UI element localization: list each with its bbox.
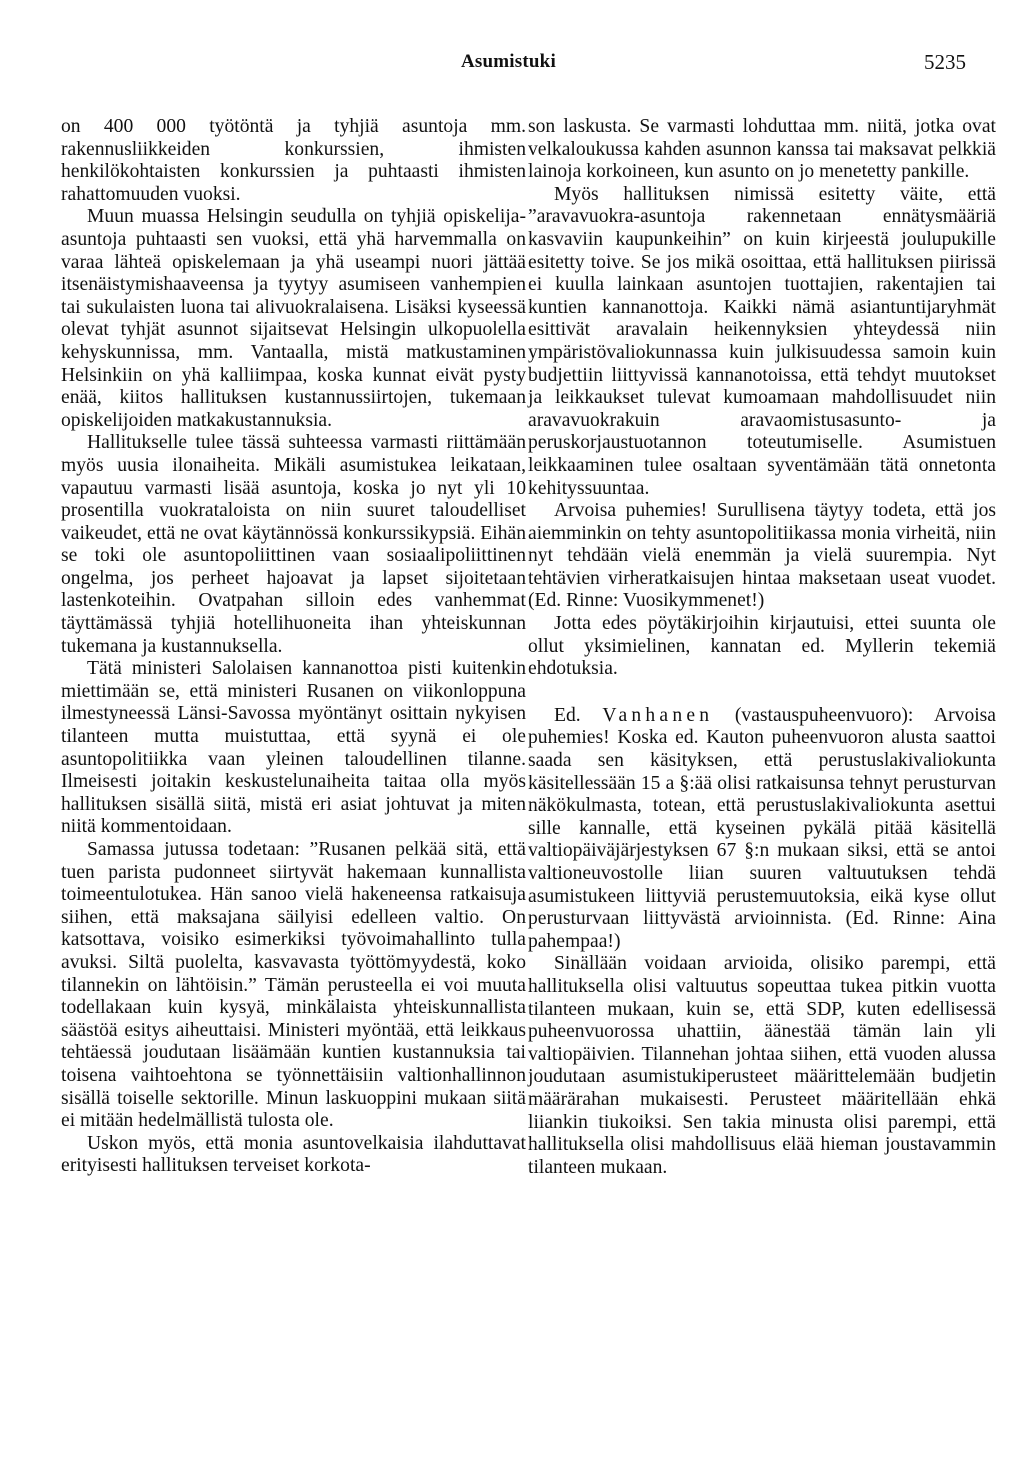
left-paragraph-3: Hallitukselle tulee tässä suhteessa varmasti riittämään myös uusia ilonaiheita. Mikäli asumistukea leikataan, vapautuu varmasti lisää asuntoja, koska jo nyt yli 10 prosentilla vuokrataloista on niin suuret taloudelliset vaikeudet, että ne ovat käytännössä konkurssikypsiä. Eihän se toki ole asuntopoliittinen vaan sosiaalipoliittinen ongelma, jos perheet hajoavat ja lapset sijoitetaan lastenkoteihin. Ovatpahan silloin edes vanhemmat täyttämässä tyhjiä hotellihuoneita ihan yhteiskunnan tukemana ja kustannuksella. xyxy=(61,432,526,657)
speech-vanhanen xyxy=(528,705,996,954)
right-paragraph-2: Myös hallituksen nimissä esitetty väite, että ”aravavuokra-asuntoja rakennetaan ennätysmääriä kasvaviin kaupunkeihin” on kuin kirjeestä joulupukille esitetty toive. Se jos mikä osoittaa, että hallituksen piirissä ei kuulla lainkaan asuntojen tuottajien, rakentajien tai kuntien kannanottoja. Kaikki nämä asiantuntijaryhmät esittivät aravalain heikennyksien yhteydessä niin ympäristövaliokunnassa kuin julkisuudessa samoin kuin budjettiin liittyvissä kannanotoissa, että tehdyt muutokset ja leikkaukset tulevat kumoamaan mahdollisuudet niin aravavuokrakuin aravaomistusasunto- ja peruskorjaustuotannon toteutumiselle. Asumistuen leikkaaminen tulee osaltaan syventämään tätä onnetonta kehityssuuntaa. xyxy=(528,183,996,499)
left-paragraph-4: Tätä ministeri Salolaisen kannanottoa pisti kuitenkin miettimään se, että ministeri Rusanen on viikonloppuna ilmestyneessä Länsi-Savossa myöntänyt osittain nykyisen tilanteen mutta muistuttaa, että syynä ei ole asuntopolitiikka vaan yleinen taloudellinen tilanne. Ilmeisesti joitakin keskustelunaiheita taitaa olla myös hallituksen sisällä siitä, mistä eri asiat johtuvat ja miten niitä kommentoidaan. xyxy=(61,658,526,838)
speech-prefix: Ed. xyxy=(554,704,603,726)
left-paragraph-6: Uskon myös, että monia asuntovelkaisia ilahduttavat erityisesti hallituksen terveiset korkota- xyxy=(61,1132,526,1177)
right-column xyxy=(528,116,996,1179)
speech-text: (vastauspuheenvuoro): Arvoisa puhemies! Koska ed. Kauton puheenvuoron alusta saattoi saada sen käsityksen, että perustuslakivaliokunta käsitellessään 15 a §:ää olisi ratkaisunsa tehnyt perusturvan näkökulmasta, totean, että perustuslakivaliokunta asettui sille kannalle, että kyseinen pykälä pitää käsitellä valtiopäiväjärjestyksen 67 §:n mukaan siksi, että se antoi valtioneuvostolle liian suuren valtuutuksen tehdä asumistukeen liittyviä perustemuutoksia, eikä kyse ollut perusturvaan liittyvästä arvioinnista. (Ed. Rinne: Aina pahempaa!) xyxy=(528,704,997,952)
right-paragraph-6: Sinällään voidaan arvioida, olisiko parempi, että hallituksella olisi valtuutus sopeuttaa tukea pitkin vuotta tilanteen mukaan, kuin se, että SDP, kuten edellisessä puheenvuorossa uhattiin, äänestää tämän lain yli valtiopäivien. Tilannehan johtaa siihen, että vuoden alussa joudutaan asumistukiperusteet määrittelemään budjetin määrärahan mukaisesti. Perusteet määritellään ehkä liiankin tiukoiksi. Sen takia minusta olisi parempi, että hallituksella olisi mahdollisuus elää hieman joustavammin tilanteen mukaan. xyxy=(528,953,996,1178)
left-paragraph-2: Muun muassa Helsingin seudulla on tyhjiä opiskelija-asuntoja puhtaasti sen vuoksi, että yhä harvemmalla on varaa lähteä opiskelemaan ja yhä useampi nuori jättää itsenäistymishaaveensa ja tyytyy asumiseen vanhempien tai sukulaisten luona tai alivuokralaisena. Lisäksi kyseessä olevat tyhjät asunnot sijaitsevat Helsingin ulkopuolella kehyskunnissa, mm. Vantaalla, mistä matkustaminen Helsinkiin on yhä kalliimpaa, koska kunnat eivät pysty enää, kiitos hallituksen kustannussiirtojen, tukemaan opiskelijoiden matkakustannuksia. xyxy=(61,206,526,431)
running-head: Asumistuki xyxy=(461,51,556,72)
left-column xyxy=(61,116,526,1178)
right-paragraph-1: son laskusta. Se varmasti lohduttaa mm. niitä, jotka ovat velkaloukussa kahden asunnon kanssa tai maksavat pelkkiä lainoja korkoineen, kun asunto on jo menetetty pankille. xyxy=(528,116,996,183)
left-paragraph-5: Samassa jutussa todetaan: ”Rusanen pelkää sitä, että tuen parista pudonneet siirtyvät hakemaan kunnallista toimeentulotukea. Hän sanoo vielä hakeneensa ratkaisuja siihen, että maksajana säilyisi edelleen valtio. On katsottava, voisiko esimerkiksi työvoimahallinto tulla avuksi. Siltä puolelta, kasvavasta työttömyydestä, koko tilannekin on lähtöisin.” Tämän perusteella ei voi muuta todellakaan kuin kysyä, minkälaista yhteiskunnallista säästöä esitys aiheuttaisi. Ministeri myöntää, että leikkaus tehtäessä joudutaan lisäämään kuntien kustannuksia tai toisena vaihtoehtona se työnnettäisiin valtionhallinnon sisällä toiselle sektorille. Minun laskuoppini mukaan siitä ei mitään hedelmällistä tulosta ole. xyxy=(61,839,526,1132)
right-paragraph-3: Arvoisa puhemies! Surullisena täytyy todeta, että jos aiemminkin on tehty asuntopolitiikassa monia virheitä, niin nyt tehdään vielä enemmän ja vielä suurempia. Nyt tehtävien virheratkaisujen hintaa maksetaan useat vuodet. (Ed. Rinne: Vuosikymmenet!) xyxy=(528,500,996,612)
page-number: 5235 xyxy=(924,50,966,74)
left-paragraph-1: on 400 000 työtöntä ja tyhjiä asuntoja mm. rakennusliikkeiden konkurssien, ihmisten henkilökohtaisten konkurssien ja puhtaasti ihmisten rahattomuuden vuoksi. xyxy=(61,116,526,205)
speaker-name: Vanhanen xyxy=(602,704,714,726)
right-paragraph-4: Jotta edes pöytäkirjoihin kirjautuisi, ettei suunta ole ollut yksimielinen, kannatan ed. Myllerin tekemiä ehdotuksia. xyxy=(528,613,996,680)
